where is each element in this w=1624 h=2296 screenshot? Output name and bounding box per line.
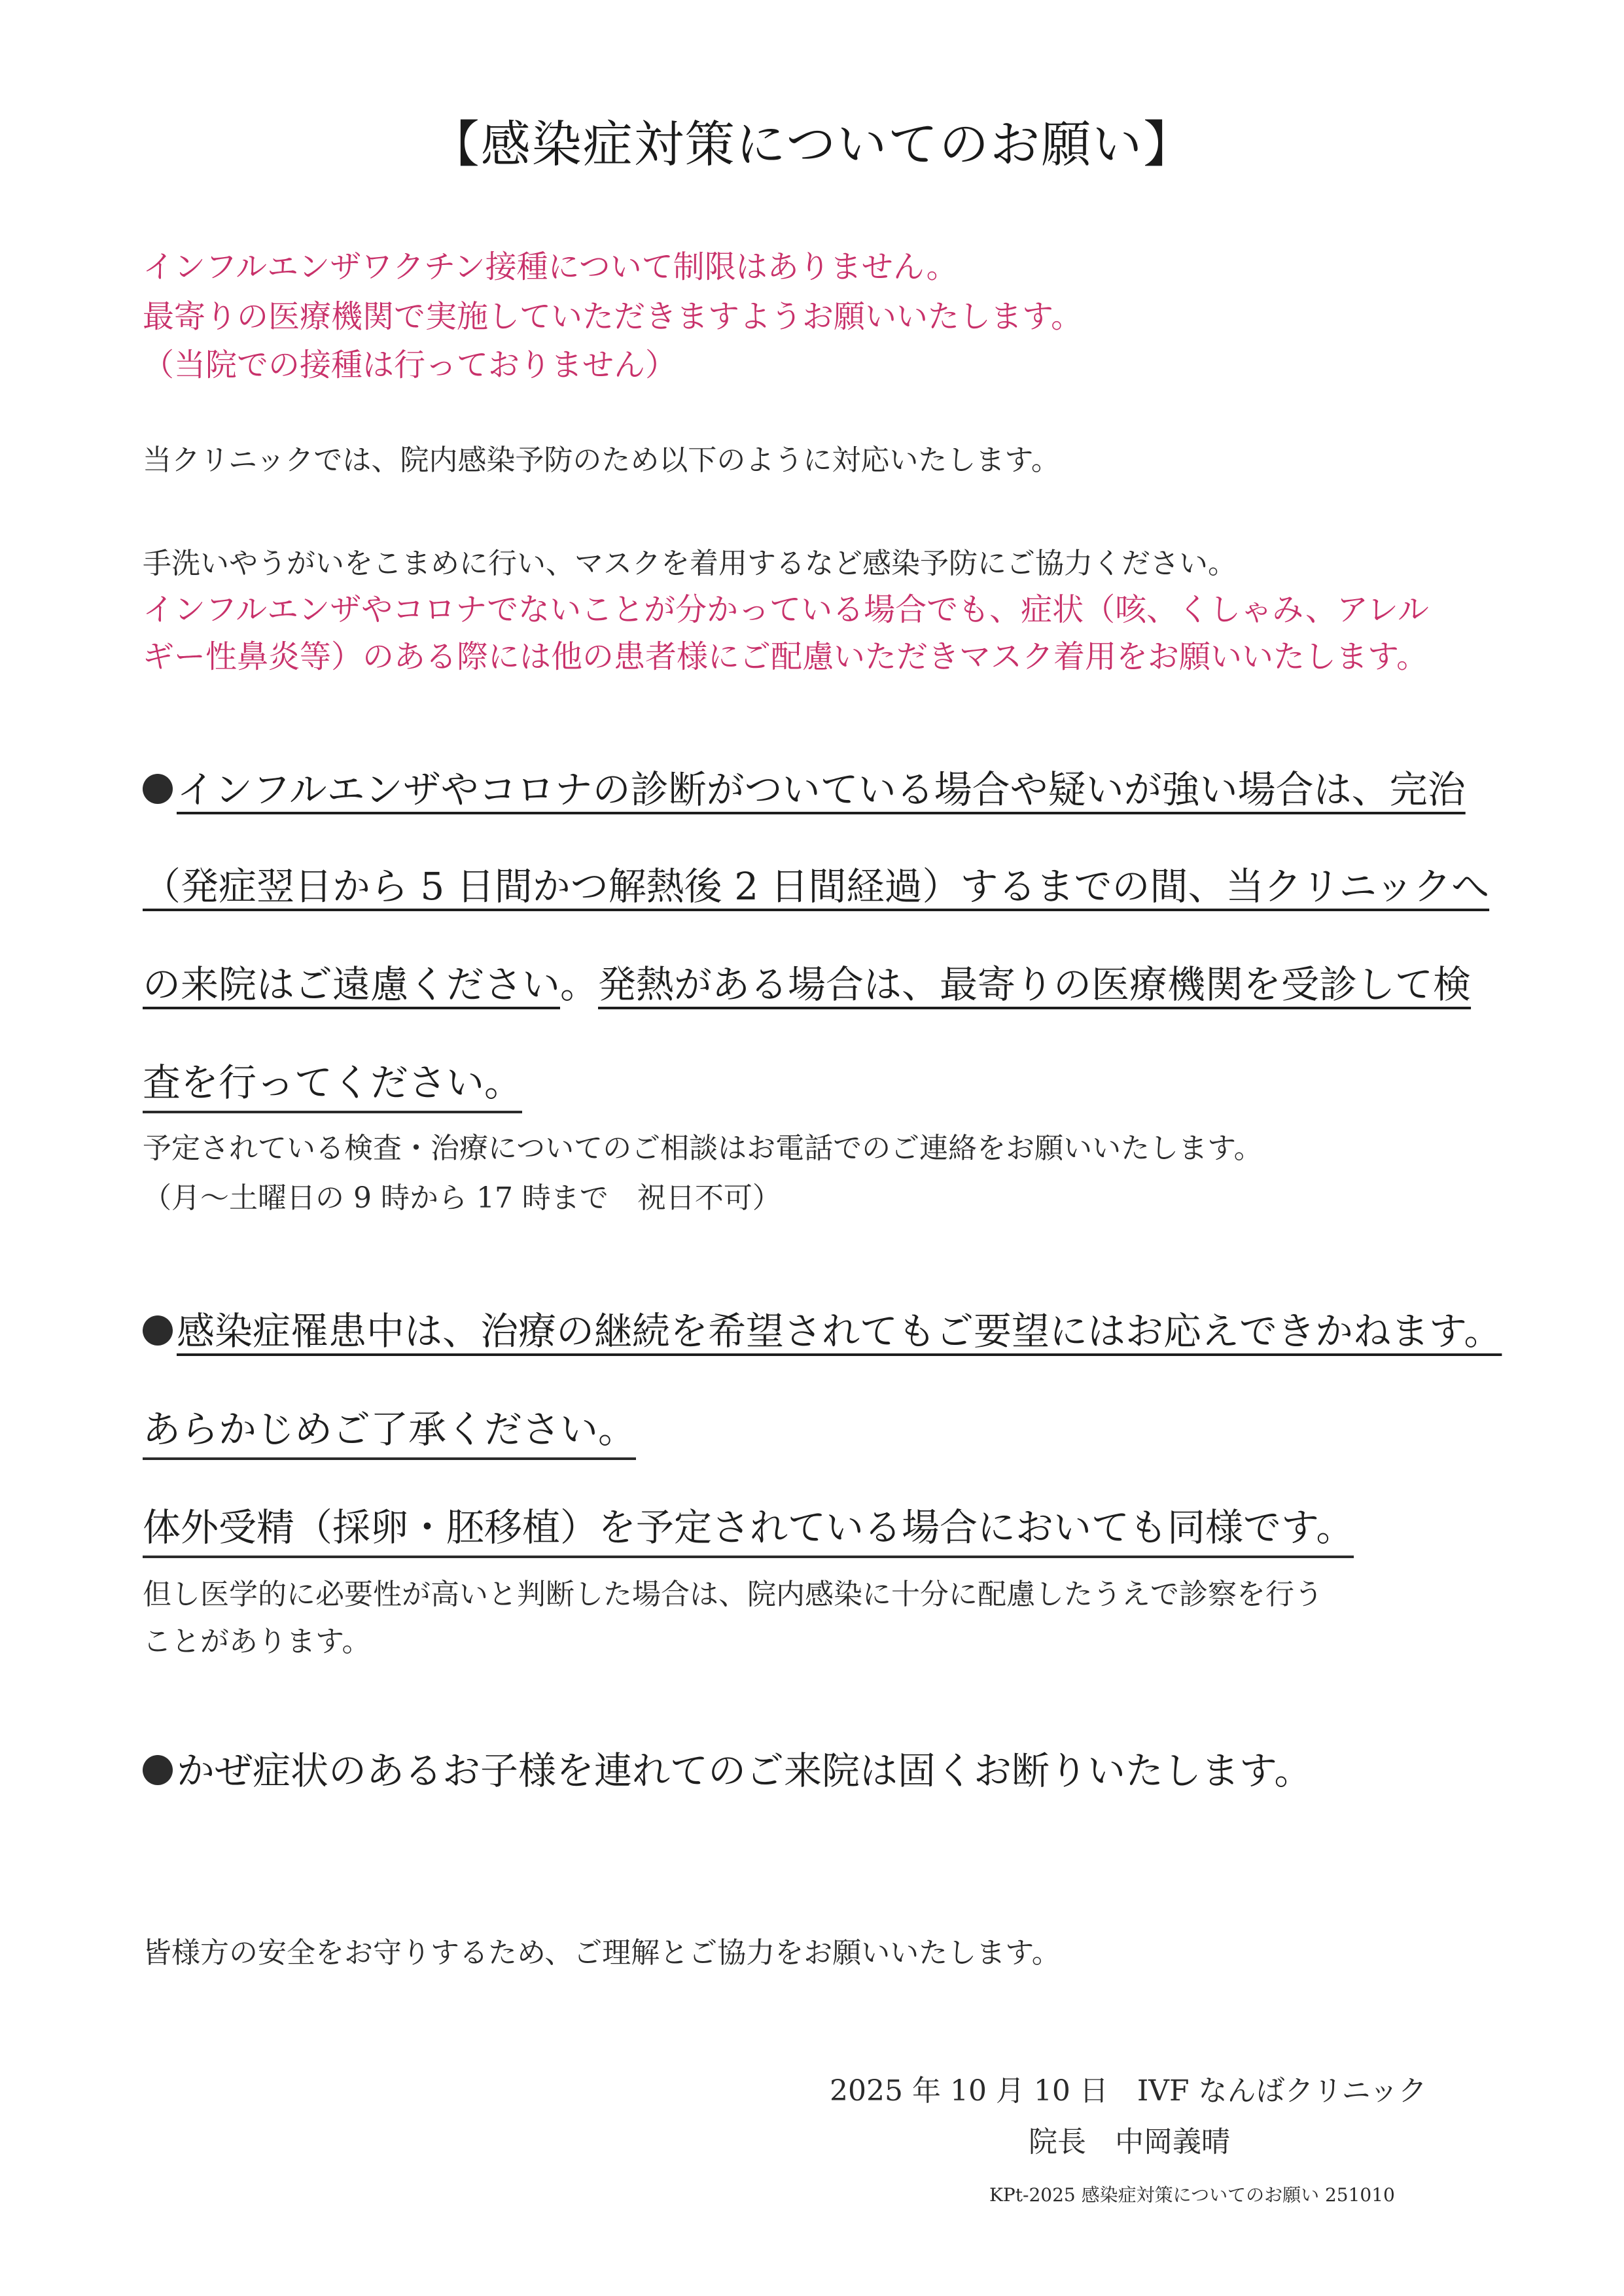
section1-line-3c: 発熱がある場合は、最寄りの医療機関を受診して検 bbox=[598, 962, 1472, 1007]
section3-line-1 bbox=[143, 1740, 1312, 1795]
section2-line-3-text: 体外受精（採卵・胚移植）を予定されている場合においても同様です。 bbox=[143, 1497, 1354, 1558]
section1-line-3a: の来院はご遠慮ください bbox=[143, 962, 561, 1007]
vaccine-line-2: 最寄りの医療機関で実施していただきますようお願いいたします。 bbox=[143, 298, 1083, 335]
vaccine-line-3: （当院での接種は行っておりません） bbox=[143, 347, 677, 383]
section1-line-4-text: 査を行ってください。 bbox=[143, 1052, 522, 1113]
section1-note-1: 予定されている検査・治療についてのご相談はお電話でのご連絡をお願いいたします。 bbox=[143, 1132, 1263, 1165]
section3-line-1-text: かぜ症状のあるお子様を連れてのご来院は固くお断りいたします。 bbox=[177, 1748, 1313, 1793]
bullet-icon bbox=[143, 774, 173, 804]
intro-text: 当クリニックでは、院内感染予防のため以下のように対応いたします。 bbox=[143, 444, 1060, 477]
page-title: 【感染症対策についてのお願い】 bbox=[429, 115, 1195, 173]
vaccine-line-1: インフルエンザワクチン接種について制限はありません。 bbox=[143, 249, 958, 285]
footer-director: 院長 中岡義晴 bbox=[1029, 2125, 1230, 2159]
section2-line-2-text: あらかじめご了承ください。 bbox=[143, 1399, 636, 1460]
section2-line-1 bbox=[143, 1300, 1502, 1355]
section1-line-3b: 。 bbox=[560, 962, 599, 1007]
section2-note-2: ことがあります。 bbox=[143, 1625, 371, 1658]
section1-line-3 bbox=[143, 954, 1471, 1009]
footer-date-clinic: 2025 年 10 月 10 日 IVF なんばクリニック bbox=[830, 2074, 1427, 2108]
document-code: KPt-2025 感染症対策についてのお願い 251010 bbox=[989, 2184, 1395, 2206]
section2-note-1: 但し医学的に必要性が高いと判断した場合は、院内感染に十分に配慮したうえで診察を行う bbox=[143, 1578, 1323, 1611]
hygiene-line-1: 手洗いやうがいをこまめに行い、マスクを着用するなど感染予防にご協力ください。 bbox=[143, 547, 1237, 580]
closing-text: 皆様方の安全をお守りするため、ご理解とご協力をお願いいたします。 bbox=[143, 1936, 1061, 1970]
section1-line-1 bbox=[143, 759, 1466, 814]
section1-line-2: （発症翌日から 5 日間かつ解熱後 2 日間経過）するまでの間、当クリニックへ bbox=[143, 864, 1490, 909]
bullet-icon bbox=[143, 1315, 173, 1346]
section1-line-4 bbox=[143, 1052, 522, 1113]
section2-line-2 bbox=[143, 1399, 636, 1460]
bullet-icon bbox=[143, 1755, 173, 1785]
section2-line-1-text: 感染症罹患中は、治療の継続を希望されてもご要望にはお応えできかねます。 bbox=[177, 1309, 1502, 1353]
hygiene-pink-1: インフルエンザやコロナでないことが分かっている場合でも、症状（咳、くしゃみ、アレル bbox=[143, 591, 1429, 628]
section1-note-2: （月～土曜日の 9 時から 17 時まで 祝日不可） bbox=[143, 1181, 781, 1215]
section1-line-1-text: インフルエンザやコロナの診断がついている場合や疑いが強い場合は、完治 bbox=[177, 767, 1466, 812]
hygiene-pink-2: ギー性鼻炎等）のある際には他の患者様にご配慮いただきマスク着用をお願いいたします。 bbox=[143, 638, 1428, 675]
section2-line-3 bbox=[143, 1497, 1354, 1558]
